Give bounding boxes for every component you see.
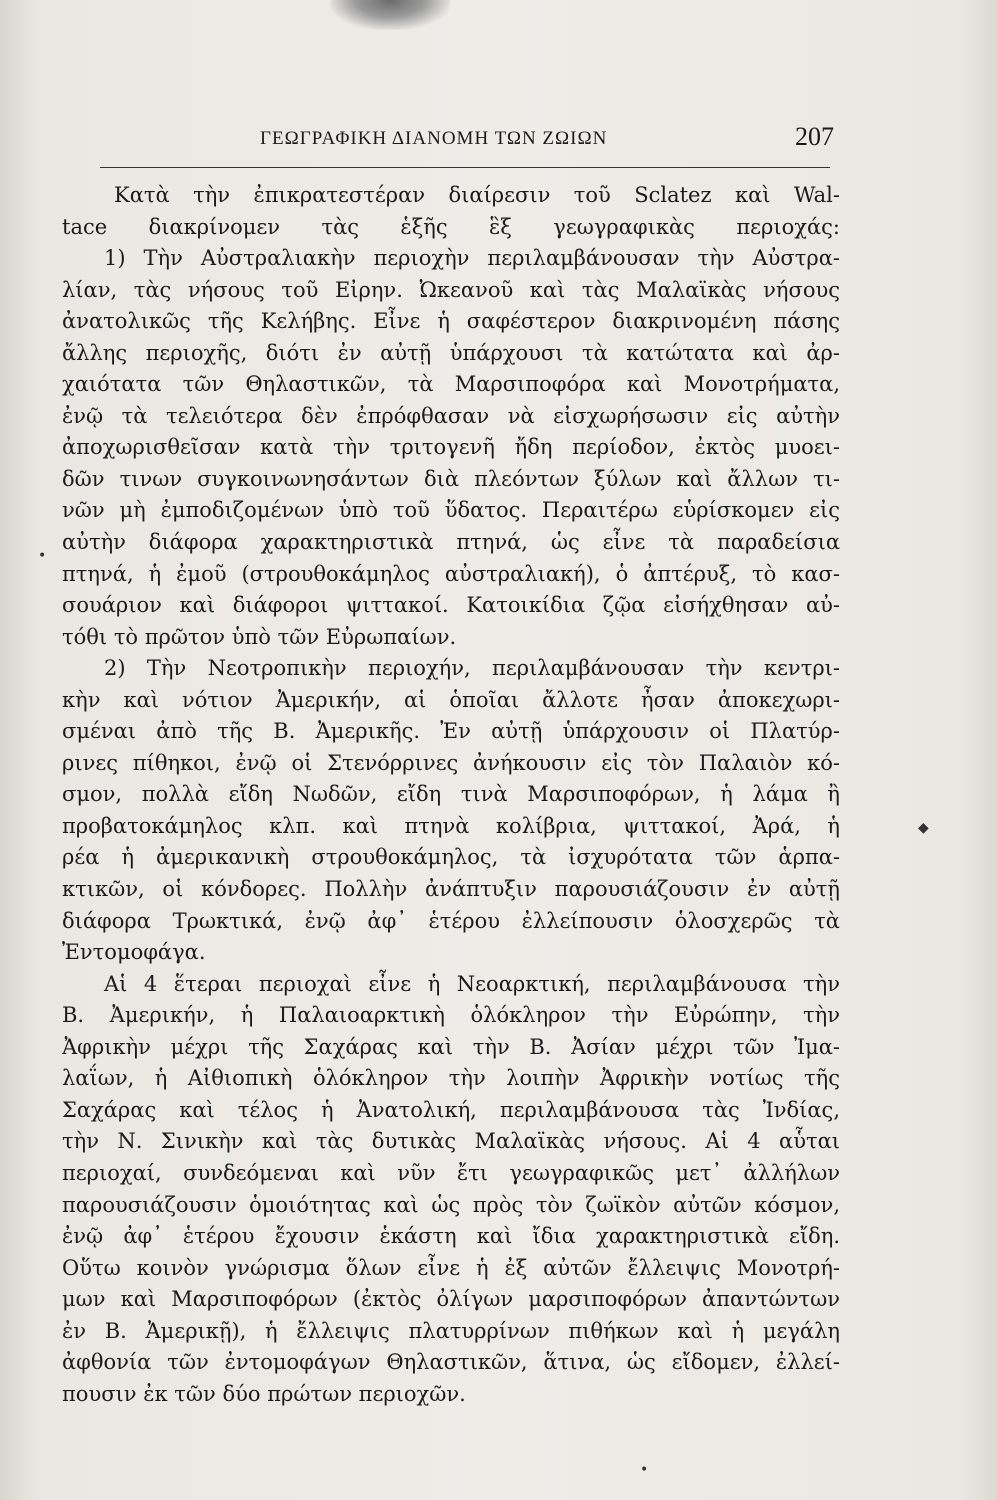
text-line: περιοχαί, συνδεόμεναι καὶ νῦν ἔτι γεωγραφικῶς μετ᾽ ἀλλήλων (62, 1160, 840, 1185)
text-line: νῶν μὴ ἐμποδιζομένων ὑπὸ τοῦ ὕδατος. Περαιτέρω εὑρίσκομεν εἰς (62, 498, 840, 523)
text-line: Οὕτω κοινὸν γνώρισμα ὅλων εἶνε ἡ ἐξ αὐτῶν ἔλλειψις Μονοτρή- (62, 1255, 840, 1280)
text-line: σμον, πολλὰ εἴδη Νωδῶν, εἴδη τινὰ Μαρσιποφόρων, ἡ λάμα ἢ (62, 782, 840, 807)
text-line: Αἱ 4 ἕτεραι περιοχαὶ εἶνε ἡ Νεοαρκτική, περιλαμβάνουσα τὴν (104, 971, 840, 996)
text-line: τόθι τὸ πρῶτον ὑπὸ τῶν Εὐρωπαίων. (62, 624, 457, 649)
text-line: ἐν Β. Ἀμερικῇ), ἡ ἔλλειψις πλατυρρίνων πιθήκων καὶ ἡ μεγάλη (62, 1318, 840, 1343)
ink-smudge (330, 0, 450, 30)
body-text (62, 180, 840, 1410)
text-line: ἄλλης περιοχῆς, διότι ἐν αὐτῇ ὑπάρχουσι τὰ κατώτατα καὶ ἀρ- (62, 340, 840, 365)
text-line: tace διακρίνομεν τὰς ἑξῆς ἓξ γεωγραφικὰς περιοχάς: (62, 214, 840, 239)
text-line: πουσιν ἐκ τῶν δύο πρώτων περιοχῶν. (62, 1381, 466, 1406)
text-line: διάφορα Τρωκτικά, ἐνῷ ἀφ᾽ ἑτέρου ἐλλείπουσιν ὁλοσχερῶς τὰ (62, 908, 840, 933)
text-line: ἐνῷ ἀφ᾽ ἑτέρου ἔχουσιν ἑκάστη καὶ ἴδια χαρακτηριστικὰ εἴδη. (62, 1224, 840, 1249)
page-number: 207 (795, 122, 834, 151)
text-line: σουάριον καὶ διάφοροι ψιττακοί. Κατοικίδια ζῷα εἰσήχθησαν αὐ- (62, 593, 840, 618)
page-header (100, 122, 838, 162)
text-line: λαΐων, ἡ Αἰθιοπικὴ ὁλόκληρον τὴν λοιπὴν Ἀφρικὴν νοτίως τῆς (62, 1066, 840, 1091)
margin-blot: ◆ (918, 820, 929, 836)
text-line: ἀνατολικῶς τῆς Κελήβης. Εἶνε ἡ σαφέστερον διακρινομένη πάσης (62, 309, 840, 334)
text-line: σμέναι ἀπὸ τῆς Β. Ἀμερικῆς. Ἐν αὐτῇ ὑπάρχουσιν οἱ Πλατύρ- (62, 719, 840, 744)
text-line: ἀποχωρισθεῖσαν κατὰ τὴν τριτογενῆ ἤδη περίοδον, ἐκτὸς μυοει- (62, 435, 840, 460)
running-title: ΓΕΩΓΡΑΦΙΚΗ ΔΙΑΝΟΜΗ ΤΩΝ ΖΩΙΩΝ (260, 128, 608, 149)
text-line: Β. Ἀμερικήν, ἡ Παλαιοαρκτικὴ ὁλόκληρον τὴν Εὐρώπην, τὴν (62, 1003, 840, 1028)
text-line: παρουσιάζουσιν ὁμοιότητας καὶ ὡς πρὸς τὸν ζωϊκὸν αὐτῶν κόσμον, (62, 1192, 840, 1217)
text-line: ρέα ἡ ἀμερικανικὴ στρουθοκάμηλος, τὰ ἰσχυρότατα τῶν ἁρπα- (62, 845, 840, 870)
text-line: αὐτὴν διάφορα χαρακτηριστικὰ πτηνά, ὡς εἶνε τὰ παραδείσια (62, 530, 840, 555)
text-line: δῶν τινων συγκοινωνησάντων διὰ πλεόντων ξύλων καὶ ἄλλων τι- (62, 466, 840, 491)
text-line: τὴν Ν. Σινικὴν καὶ τὰς δυτικὰς Μαλαϊκὰς νήσους. Αἱ 4 αὗται (62, 1129, 840, 1154)
text-line: ρινες πίθηκοι, ἐνῷ οἱ Στενόρρινες ἀνήκουσιν εἰς τὸν Παλαιὸν κό- (62, 750, 840, 775)
text-line: λίαν, τὰς νήσους τοῦ Εἰρην. Ὠκεανοῦ καὶ τὰς Μαλαϊκὰς νήσους (62, 277, 840, 302)
margin-dot: • (38, 548, 47, 564)
text-line: Ἐντομοφάγα. (62, 940, 206, 965)
text-line: κτικῶν, οἱ κόνδορες. Πολλὴν ἀνάπτυξιν παρουσιάζουσιν ἐν αὐτῇ (62, 877, 840, 902)
text-line: μων καὶ Μαρσιποφόρων (ἐκτὸς ὀλίγων μαρσιποφόρων ἀπαντώντων (62, 1287, 840, 1312)
text-line: χαιότατα τῶν Θηλαστικῶν, τὰ Μαρσιποφόρα καὶ Μονοτρήματα, (62, 372, 840, 397)
text-line: 2) Τὴν Νεοτροπικὴν περιοχήν, περιλαμβάνουσαν τὴν κεντρι- (104, 656, 840, 681)
text-line: προβατοκάμηλος κλπ. καὶ πτηνὰ κολίβρια, ψιττακοί, Ἀρά, ἡ (62, 813, 840, 838)
text-line: πτηνά, ἡ ἐμοῦ (στρουθοκάμηλος αὐστραλιακή), ὁ ἀπτέρυξ, τὸ κασ- (62, 561, 840, 586)
text-line: Κατὰ τὴν ἐπικρατεστέραν διαίρεσιν τοῦ Sclatez καὶ Wal- (114, 183, 840, 207)
text-line: ἀφθονία τῶν ἐντομοφάγων Θηλαστικῶν, ἅτινα, ὡς εἴδομεν, ἐλλεί- (62, 1350, 840, 1375)
text-line: Ἀφρικὴν μέχρι τῆς Σαχάρας καὶ τὴν Β. Ἀσίαν μέχρι τῶν Ἰμα- (62, 1034, 840, 1059)
bottom-dot: • (640, 1462, 649, 1478)
text-line: Σαχάρας καὶ τέλος ἡ Ἀνατολική, περιλαμβάνουσα τὰς Ἰνδίας, (62, 1097, 840, 1122)
text-line: κὴν καὶ νότιον Ἀμερικήν, αἱ ὁποῖαι ἄλλοτε ἦσαν ἀποκεχωρι- (62, 687, 840, 712)
text-line: 1) Τὴν Αὐστραλιακὴν περιοχὴν περιλαμβάνουσαν τὴν Αὐστρα- (104, 246, 840, 271)
header-rule (100, 167, 830, 168)
text-line: ἐνῷ τὰ τελειότερα δὲν ἐπρόφθασαν νὰ εἰσχωρήσωσιν εἰς αὐτὴν (62, 403, 840, 428)
